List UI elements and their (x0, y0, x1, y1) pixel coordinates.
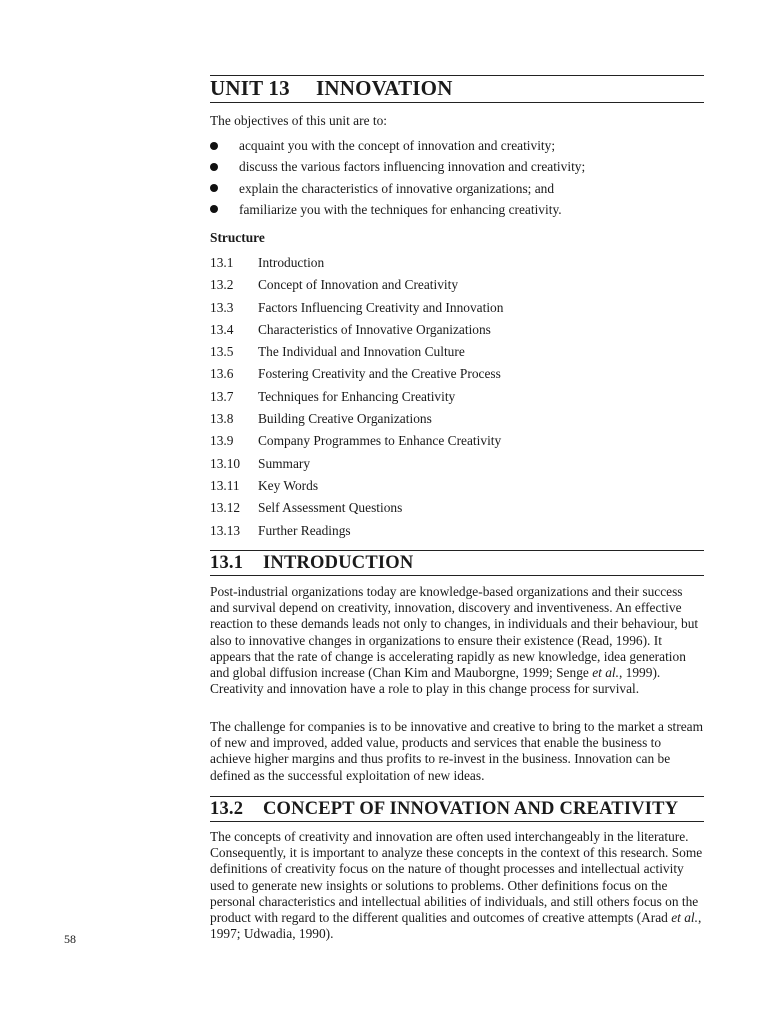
structure-item-number: 13.7 (210, 388, 234, 404)
bullet-icon (210, 142, 218, 150)
structure-item-number: 13.4 (210, 321, 234, 337)
structure-item-label: Further Readings (258, 522, 351, 538)
paragraph-text: , 1999). Creativity and innovation have a role to play in this change process for survival. (210, 665, 661, 697)
section-1-number: 13.1 (210, 553, 244, 573)
unit-heading (210, 76, 453, 100)
section-1-heading (210, 552, 413, 574)
structure-item (210, 500, 704, 522)
page-number: 58 (64, 932, 76, 946)
structure-item-number: 13.12 (210, 500, 241, 516)
structure-item (210, 344, 704, 366)
objective-text: familiarize you with the techniques for enhancing creativity. (239, 201, 562, 217)
section-2-title: CONCEPT OF INNOVATION AND CREATIVITY (263, 799, 679, 819)
objective-text: acquaint you with the concept of innovation and creativity; (239, 138, 556, 153)
structure-item-number: 13.3 (210, 299, 234, 315)
bullet-icon (210, 205, 218, 213)
paragraph-text: , 1997; Udwadia, 1990). (210, 910, 702, 942)
unit-heading-bottom-rule (210, 102, 704, 103)
section-2-top-rule (210, 796, 704, 797)
structure-item-label: Characteristics of Innovative Organizations (258, 321, 491, 337)
structure-item (210, 277, 704, 299)
structure-item (210, 433, 704, 455)
structure-item (210, 411, 704, 433)
structure-item (210, 389, 704, 411)
structure-item-label: Concept of Innovation and Creativity (258, 277, 459, 293)
bullet-icon (210, 184, 218, 192)
objective-item (210, 159, 704, 180)
section-2-paragraph-1 (210, 829, 704, 942)
structure-item (210, 523, 704, 545)
objectives-list (210, 138, 704, 223)
structure-title: Structure (210, 230, 265, 245)
structure-item-label: The Individual and Innovation Culture (258, 344, 465, 360)
section-1-paragraph-2: The challenge for companies is to be innovative and creative to bring to the market a stream of new and improved, added value, products and services that enable the business to achieve higher margins and thus profits to re-invest in the business. Innovation can be defined as the successful exploitation of new ideas. (210, 719, 704, 783)
paragraph-text: The concepts of creativity and innovation are often used interchangeably in the literature. Consequently, it is important to analyze these concepts in the context of this research. Some definitions of creativity focus on the nature of thought processes and intellectual activity used to generate new insights or solutions to problems. Other definitions focus on the personal characteristics and intellectual abilities of individuals, and still others focus on the product with regard to the different qualities and outcomes of creative attempts (Arad (210, 829, 703, 926)
unit-title: INNOVATION (316, 76, 453, 100)
structure-item-label: Building Creative Organizations (258, 411, 432, 427)
structure-item-number: 13.6 (210, 366, 234, 382)
section-1-bottom-rule (210, 575, 704, 576)
structure-list (210, 255, 704, 545)
objective-text: discuss the various factors influencing innovation and creativity; (239, 159, 586, 175)
structure-item (210, 300, 704, 322)
structure-item-label: Company Programmes to Enhance Creativity (258, 433, 502, 449)
structure-item-number: 13.2 (210, 277, 234, 293)
objective-item (210, 181, 704, 202)
structure-item-label: Factors Influencing Creativity and Innovation (258, 299, 504, 315)
unit-number: UNIT 13 (210, 76, 290, 100)
structure-item-number: 13.11 (210, 477, 240, 493)
section-1-title: INTRODUCTION (263, 553, 414, 573)
structure-item-label: Key Words (258, 477, 319, 493)
section-2-heading (210, 798, 678, 820)
structure-item-number: 13.1 (210, 255, 234, 270)
structure-item-number: 13.5 (210, 344, 234, 360)
section-2-number: 13.2 (210, 799, 244, 819)
paragraph-text: Post-industrial organizations today are knowledge-based organizations and their success and survival depend on creativity, innovation, discovery and inventiveness. An effective reaction to these demands leads not only to changes, in individuals and their behaviour, but also to innovative changes in organizations to ensure their existence (Read, 1996). It appears that the rate of change is accelerating rapidly as new knowledge, idea generation and global diffusion increase (Chan Kim and Mauborgne, 1999; Senge (210, 584, 699, 681)
citation-emphasis: et al. (592, 665, 619, 681)
section-1-top-rule (210, 550, 704, 551)
structure-item-number: 13.9 (210, 433, 234, 449)
structure-item (210, 478, 704, 500)
objective-item (210, 138, 704, 159)
structure-item (210, 366, 704, 388)
structure-item (210, 322, 704, 344)
structure-item-label: Fostering Creativity and the Creative Process (258, 366, 501, 382)
structure-item-label: Introduction (258, 255, 325, 270)
structure-item-label: Techniques for Enhancing Creativity (258, 388, 456, 404)
objective-text: explain the characteristics of innovative organizations; and (239, 180, 555, 196)
structure-item-number: 13.13 (210, 522, 241, 538)
objective-item (210, 202, 704, 223)
structure-item-number: 13.8 (210, 411, 234, 427)
structure-item-label: Summary (258, 455, 311, 471)
section-2-bottom-rule (210, 821, 704, 822)
objectives-intro: The objectives of this unit are to: (210, 113, 388, 128)
citation-emphasis: et al. (671, 910, 698, 926)
section-1-paragraph-1 (210, 584, 704, 697)
structure-item (210, 456, 704, 478)
structure-item-number: 13.10 (210, 455, 241, 471)
bullet-icon (210, 163, 218, 171)
structure-item-label: Self Assessment Questions (258, 500, 403, 516)
structure-item (210, 255, 704, 277)
